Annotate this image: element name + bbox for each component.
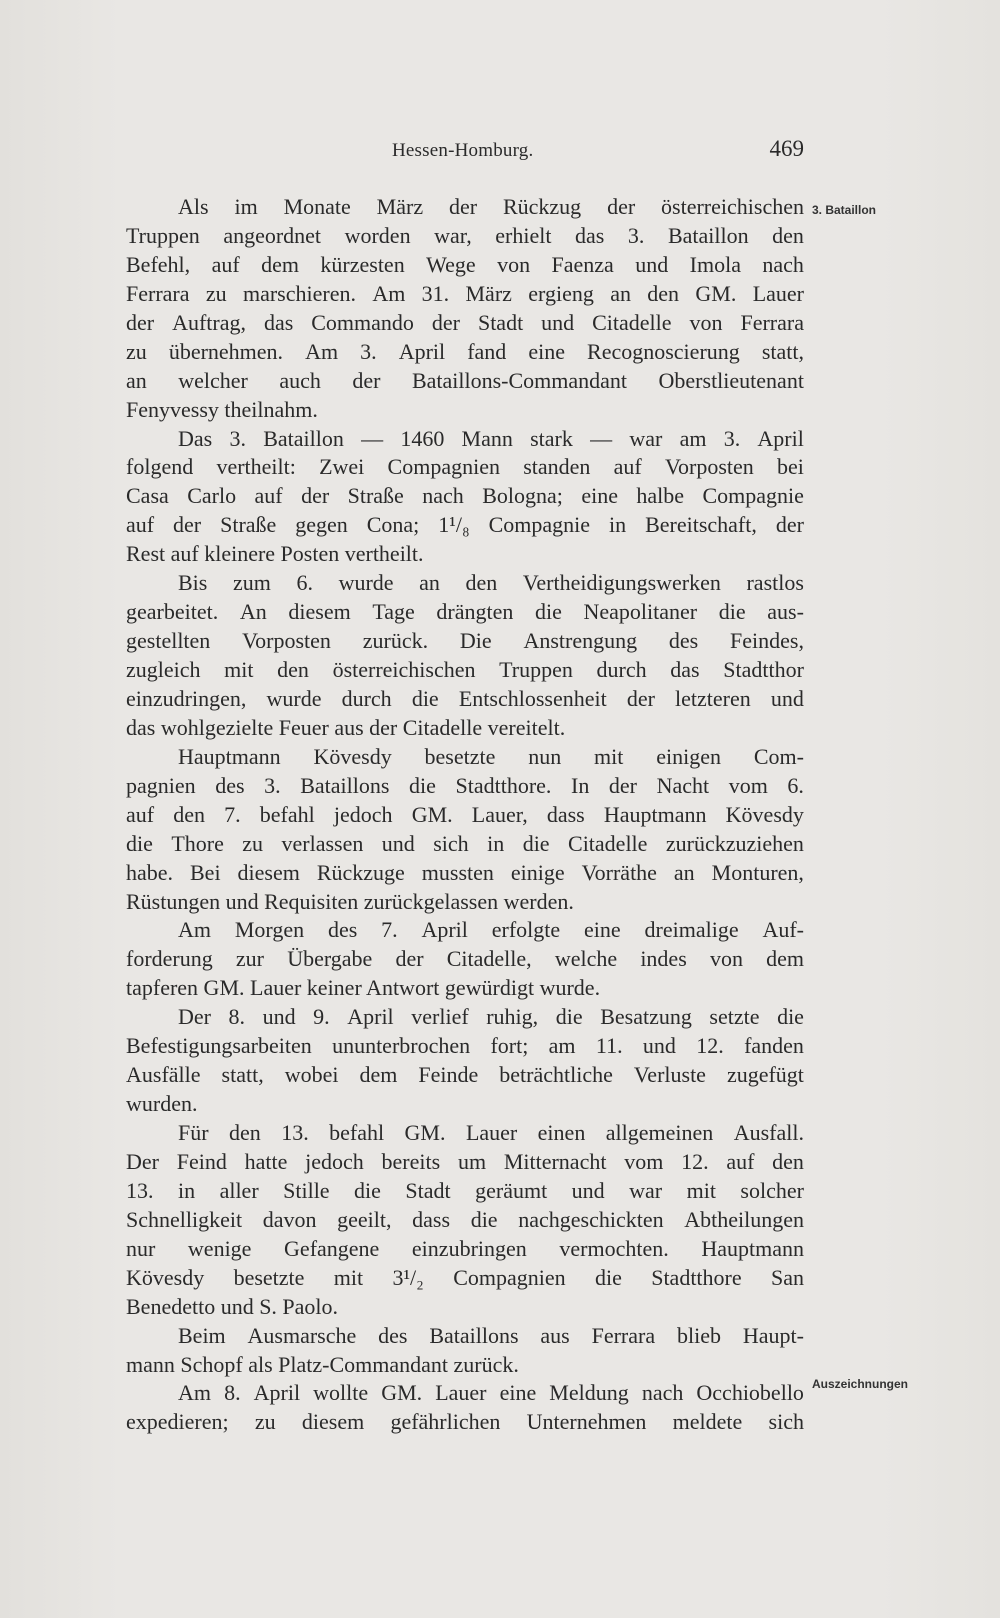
text-line: Das 3. Bataillon — 1460 Mann stark — war am 3. April xyxy=(178,425,804,451)
text-line: forderung zur Übergabe der Citadelle, welche indes von dem xyxy=(126,946,804,972)
text-line: wurden. xyxy=(126,1091,198,1117)
text-line: nur wenige Gefangene einzubringen vermochten. Hauptmann xyxy=(126,1235,804,1261)
text-line: Fenyvessy theilnahm. xyxy=(126,396,318,422)
text-line: folgend vertheilt: Zwei Compagnien standen auf Vorposten bei xyxy=(126,454,804,480)
text-line: das wohlgezielte Feuer aus der Citadelle vereitelt. xyxy=(126,714,566,740)
text-line: Truppen angeordnet worden war, erhielt das 3. Bataillon den xyxy=(126,222,804,248)
text-line: Kövesdy besetzte mit 3¹/₂ Compagnien die Stadtthore San xyxy=(126,1264,804,1290)
text-line: zugleich mit den österreichischen Truppen durch das Stadtthor xyxy=(126,657,804,682)
text-line: einzudringen, wurde durch die Entschlossenheit der letzteren und xyxy=(126,685,804,711)
text-line: tapferen GM. Lauer keiner Antwort gewürdigt wurde. xyxy=(126,975,601,1001)
text-line: habe. Bei diesem Rückzuge mussten einige Vorräthe an Monturen, xyxy=(126,859,804,885)
text-line: die Thore zu verlassen und sich in die Citadelle zurückzuziehen xyxy=(126,830,804,856)
text-line: Beim Ausmarsche des Bataillons aus Ferrara blieb Haupt- xyxy=(178,1322,804,1348)
text-line: Als im Monate März der Rückzug der österreichischen xyxy=(178,194,804,219)
text-line: 13. in aller Stille die Stadt geräumt und war mit solcher xyxy=(126,1177,804,1203)
text-line: Der Feind hatte jedoch bereits um Mitternacht vom 12. auf den xyxy=(126,1148,804,1174)
text-line: Befestigungsarbeiten ununterbrochen fort; am 11. und 12. fanden xyxy=(126,1033,804,1059)
text-line: auf der Straße gegen Cona; 1¹/₈ Compagnie in Bereitschaft, der xyxy=(126,512,804,538)
text-line: Für den 13. befahl GM. Lauer einen allgemeinen Ausfall. xyxy=(178,1120,804,1145)
text-line: auf den 7. befahl jedoch GM. Lauer, dass Hauptmann Kövesdy xyxy=(126,801,804,827)
text-line: Hauptmann Kövesdy besetzte nun mit einigen Com- xyxy=(178,743,804,769)
page-header xyxy=(126,136,804,170)
margin-note-auszeichnungen: Auszeichnungen xyxy=(812,1377,909,1391)
text-line: Casa Carlo auf der Straße nach Bologna; eine halbe Compagnie xyxy=(126,483,804,509)
text-line: Befehl, auf dem kürzesten Wege von Faenza und Imola nach xyxy=(126,251,804,277)
text-line: an welcher auch der Bataillons-Commandant Oberstlieutenant xyxy=(126,367,804,393)
text-line: Der 8. und 9. April verlief ruhig, die Besatzung setzte die xyxy=(178,1004,804,1030)
margin-note-bataillon: 3. Bataillon xyxy=(812,203,877,217)
text-line: gearbeitet. An diesem Tage drängten die Neapolitaner die aus- xyxy=(126,599,804,625)
text-line: Ausfälle statt, wobei dem Feinde beträchtliche Verluste zugefügt xyxy=(126,1062,804,1088)
text-line: Bis zum 6. wurde an den Vertheidigungswerken rastlos xyxy=(178,570,804,596)
text-line: mann Schopf als Platz-Commandant zurück. xyxy=(126,1351,519,1377)
text-line: Benedetto und S. Paolo. xyxy=(126,1293,339,1319)
text-line: Schnelligkeit davon geeilt, dass die nachgeschickten Abtheilungen xyxy=(126,1206,804,1232)
body-text xyxy=(126,193,804,1437)
text-line: der Auftrag, das Commando der Stadt und Citadelle von Ferrara xyxy=(126,309,804,335)
text-line: Am Morgen des 7. April erfolgte eine dreimalige Auf- xyxy=(178,917,804,943)
text-line: gestellten Vorposten zurück. Die Anstrengung des Feindes, xyxy=(126,628,804,654)
text-line: Rüstungen und Requisiten zurückgelassen werden. xyxy=(126,888,574,914)
text-line: zu übernehmen. Am 3. April fand eine Recognoscierung statt, xyxy=(126,338,804,364)
text-line: Rest auf kleinere Posten vertheilt. xyxy=(126,541,424,567)
text-line: pagnien des 3. Bataillons die Stadtthore. In der Nacht vom 6. xyxy=(126,772,804,798)
running-head: Hessen-Homburg. xyxy=(392,140,534,161)
text-line: Ferrara zu marschieren. Am 31. März ergieng an den GM. Lauer xyxy=(126,280,804,306)
text-line: expedieren; zu diesem gefährlichen Unternehmen meldete sich xyxy=(126,1409,804,1435)
page-number: 469 xyxy=(769,136,804,161)
text-line: Am 8. April wollte GM. Lauer eine Meldung nach Occhiobello xyxy=(178,1380,804,1406)
